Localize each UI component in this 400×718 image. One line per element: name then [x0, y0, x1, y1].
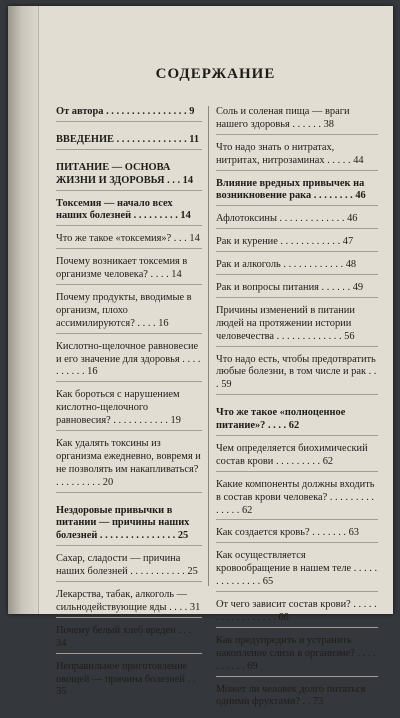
- toc-entry: Что надо знать о нитратах, нитритах, нитрозаминах . . . . . 44: [216, 142, 378, 171]
- toc-entry: Рак и алкоголь . . . . . . . . . . . . 48: [216, 259, 378, 275]
- toc-entry: Что же такое «полноценное питание»? . . . . 62: [216, 407, 378, 436]
- toc-entry: Кислотно-щелочное равновесие и его значение для здоровья . . . . . . . . . . 16: [56, 341, 202, 383]
- toc-left-column: [56, 106, 202, 708]
- toc-entry: Почему белый хлеб вреден . . . 34: [56, 625, 202, 654]
- toc-entry: Рак и вопросы питания . . . . . . 49: [216, 282, 378, 298]
- toc-entry: Чем определяется биохимический состав крови . . . . . . . . . 62: [216, 443, 378, 472]
- toc-entry: Лекарства, табак, алкоголь — сильнодействующие яды . . . . 31: [56, 589, 202, 618]
- toc-entry: Почему продукты, вводимые в организм, плохо ассимилируются? . . . . 16: [56, 292, 202, 334]
- toc-entry: Токсемия — начало всех наших болезней . . . . . . . . . 14: [56, 198, 202, 227]
- toc-entry: Что надо есть, чтобы предотвратить любые болезни, в том числе и рак . . . 59: [216, 354, 378, 396]
- toc-right-column: [216, 106, 378, 718]
- toc-entry: Почему возникает токсемия в организме человека? . . . . 14: [56, 256, 202, 285]
- toc-entry: От чего зависит состав крови? . . . . . . . . . . . . . . . . . 66: [216, 599, 378, 628]
- toc-entry: Может ли человек долго питаться одними фруктами? . . 73: [216, 683, 366, 708]
- toc-entry: ВВЕДЕНИЕ . . . . . . . . . . . . . . 11: [56, 134, 202, 150]
- column-divider: [208, 106, 209, 586]
- toc-entry: Как бороться с нарушением кислотно-щелочного равновесия? . . . . . . . . . . . 19: [56, 389, 202, 431]
- toc-entry: Что же такое «токсемия»? . . . 14: [56, 233, 202, 249]
- toc-entry: От автора . . . . . . . . . . . . . . . . 9: [56, 106, 202, 122]
- book-spine: [8, 6, 39, 614]
- toc-entry: Влияние вредных привычек на возникновение рака . . . . . . . . 46: [216, 178, 378, 207]
- toc-entry: Как осуществляется кровообращение в нашем теле . . . . . . . . . . . . . . 65: [216, 550, 378, 592]
- book-page: [8, 6, 393, 708]
- toc-entry: Рак и курение . . . . . . . . . . . . 47: [216, 236, 378, 252]
- toc-entry: Как создается кровь? . . . . . . . 63: [216, 527, 378, 543]
- toc-entry: Как предупредить и устранить накопление слизи в организме? . . . . . . . . . . 69: [216, 635, 378, 677]
- toc-entry: Неправильное приготовление овощей — причина болезней . . 35: [56, 660, 196, 698]
- toc-entry: Афлотоксины . . . . . . . . . . . . . 46: [216, 213, 378, 229]
- toc-entry: Соль и соленая пища — враги нашего здоровья . . . . . . 38: [216, 106, 378, 135]
- page-title: СОДЕРЖАНИЕ: [155, 66, 276, 82]
- toc-entry: Как удалять токсины из организма ежедневно, вовремя и не позволять им накапливаться? . . . . . . . . . 20: [56, 438, 202, 493]
- toc-entry: Сахар, сладости — причина наших болезней . . . . . . . . . . . 25: [56, 553, 202, 582]
- toc-entry: ПИТАНИЕ — ОСНОВА ЖИЗНИ И ЗДОРОВЬЯ . . . 14: [56, 162, 202, 191]
- toc-entry: Нездоровые привычки в питании — причины наших болезней . . . . . . . . . . . . . . . 25: [56, 505, 202, 547]
- toc-entry: Какие компоненты должны входить в состав крови человека? . . . . . . . . . . . . . . 62: [216, 479, 378, 521]
- toc-entry: Причины изменений в питании людей на протяжении истории человечества . . . . . . . . . . . . . 56: [216, 305, 378, 347]
